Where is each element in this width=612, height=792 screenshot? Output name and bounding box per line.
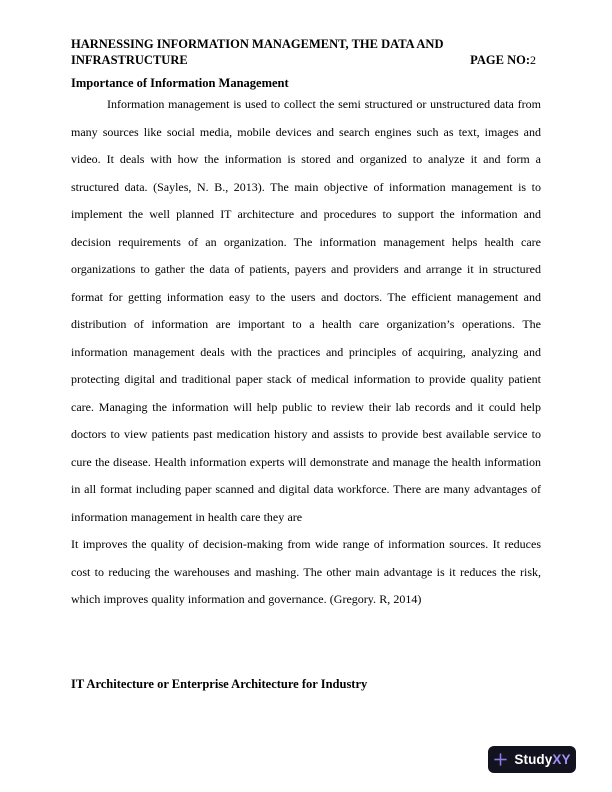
header-row2: [71, 52, 541, 68]
page-number-value: 2: [530, 53, 536, 67]
studyxy-watermark-badge[interactable]: [488, 746, 576, 773]
paragraph-advantages: It improves the quality of decision-making from wide range of information sources. It reduces cost to reducing the warehouses and mashing. The other main advantage is it reduces the risk, which improves quality information and governance. (Gregory. R, 2014): [71, 537, 541, 606]
brand-name-accent: XY: [552, 751, 571, 767]
brand-name: [514, 753, 570, 767]
section-heading-importance-of-information-management: Importance of Information Management: [71, 76, 289, 90]
header-title-line2: INFRASTRUCTURE: [71, 53, 188, 67]
page-number-label: PAGE NO:: [470, 53, 530, 67]
page-content: [71, 36, 541, 692]
plus-icon: [493, 752, 508, 767]
brand-name-primary: Study: [514, 751, 553, 767]
running-header: [71, 36, 541, 68]
section-heading-it-architecture: IT Architecture or Enterprise Architecture for Industry: [71, 676, 368, 691]
page-number: [470, 52, 541, 68]
header-title-line1: HARNESSING INFORMATION MANAGEMENT, THE DATA AND: [71, 37, 444, 51]
paragraph-information-management: Information management is used to collect the semi structured or unstructured data from many sources like social media, mobile devices and search engines such as text, images and video. It deals with how the information is stored and organized to analyze it and form a structured data. (Sayles, N. B., 2013). The main objective of information management is to implement the well planned IT architecture and procedures to support the information and decision requirements of an organization. The information management helps health care organizations to gather the data of patients, payers and providers and arrange it in structured format for getting information easy to the users and doctors. The efficient management and distribution of information are important to a health care organization’s operations. The information management deals with the practices and principles of acquiring, analyzing and protecting digital and traditional paper stack of medical information to provide quality patient care. Managing the information will help public to review their lab records and it could help doctors to view patients past medication history and assists to provide best available service to cure the disease. Health information experts will demonstrate and manage the health information in all format including paper scanned and digital data workforce. There are many advantages of information management in health care they are: [71, 97, 541, 524]
